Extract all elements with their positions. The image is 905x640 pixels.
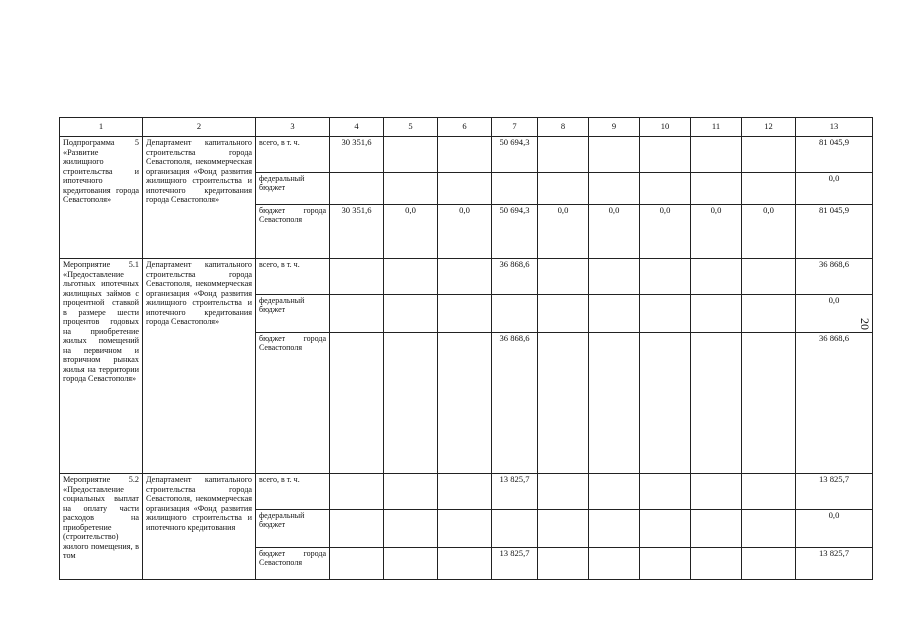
value-cell	[438, 295, 492, 333]
value-cell	[492, 510, 538, 548]
value-cell	[384, 137, 438, 173]
value-cell	[384, 173, 438, 205]
value-cell	[330, 510, 384, 548]
value-cell	[742, 173, 796, 205]
value-cell: 13 825,7	[492, 548, 538, 580]
col-header: 8	[538, 118, 589, 137]
value-cell	[640, 474, 691, 510]
col-header: 12	[742, 118, 796, 137]
value-cell: 0,0	[589, 205, 640, 259]
funding-source-cell: бюджет города Севастополя	[256, 333, 330, 474]
value-cell	[438, 259, 492, 295]
value-cell: 13 825,7	[796, 548, 873, 580]
value-cell	[438, 137, 492, 173]
value-cell	[538, 259, 589, 295]
funding-source-cell: бюджет города Севастополя	[256, 205, 330, 259]
value-cell	[742, 259, 796, 295]
funding-source-cell: федеральный бюджет	[256, 295, 330, 333]
value-cell	[384, 259, 438, 295]
value-cell	[640, 137, 691, 173]
value-cell: 0,0	[538, 205, 589, 259]
col-header: 2	[143, 118, 256, 137]
value-cell	[589, 295, 640, 333]
value-cell	[330, 295, 384, 333]
value-cell	[438, 510, 492, 548]
value-cell	[640, 173, 691, 205]
value-cell	[589, 259, 640, 295]
value-cell	[330, 474, 384, 510]
value-cell	[691, 173, 742, 205]
funding-source-cell: всего, в т. ч.	[256, 474, 330, 510]
value-cell	[640, 548, 691, 580]
col-header: 9	[589, 118, 640, 137]
column-number-row	[60, 118, 873, 137]
value-cell: 0,0	[796, 510, 873, 548]
col-header: 6	[438, 118, 492, 137]
value-cell	[330, 173, 384, 205]
col-header: 7	[492, 118, 538, 137]
value-cell	[742, 548, 796, 580]
value-cell	[691, 333, 742, 474]
value-cell	[384, 510, 438, 548]
program-name-cell: Подпрограмма 5 «Развитие жилищного строительства и ипотечного кредитования города Севастополя»	[60, 137, 143, 259]
value-cell	[438, 548, 492, 580]
value-cell	[492, 295, 538, 333]
table-body	[60, 137, 873, 580]
value-cell	[538, 474, 589, 510]
value-cell	[640, 259, 691, 295]
page-number: 20	[858, 318, 872, 330]
value-cell	[589, 474, 640, 510]
value-cell	[384, 474, 438, 510]
value-cell	[589, 510, 640, 548]
col-header: 1	[60, 118, 143, 137]
value-cell: 36 868,6	[492, 259, 538, 295]
value-cell	[691, 548, 742, 580]
value-cell: 0,0	[384, 205, 438, 259]
value-cell: 50 694,3	[492, 137, 538, 173]
funding-source-cell: всего, в т. ч.	[256, 259, 330, 295]
col-header: 5	[384, 118, 438, 137]
value-cell	[538, 510, 589, 548]
funding-source-cell: федеральный бюджет	[256, 510, 330, 548]
col-header: 11	[691, 118, 742, 137]
value-cell	[538, 137, 589, 173]
value-cell	[438, 173, 492, 205]
value-cell	[438, 333, 492, 474]
value-cell: 36 868,6	[796, 259, 873, 295]
value-cell: 13 825,7	[796, 474, 873, 510]
col-header: 3	[256, 118, 330, 137]
value-cell: 0,0	[438, 205, 492, 259]
value-cell	[742, 510, 796, 548]
value-cell	[538, 295, 589, 333]
funding-source-cell: бюджет города Севастополя	[256, 548, 330, 580]
value-cell	[330, 259, 384, 295]
value-cell: 0,0	[796, 173, 873, 205]
value-cell: 30 351,6	[330, 205, 384, 259]
value-cell	[640, 510, 691, 548]
value-cell: 13 825,7	[492, 474, 538, 510]
value-cell	[538, 333, 589, 474]
budget-table	[59, 117, 873, 580]
value-cell	[589, 333, 640, 474]
value-cell	[589, 137, 640, 173]
value-cell	[691, 295, 742, 333]
program-name-cell: Мероприятие 5.1 «Предоставление льготных ипотечных жилищных займов с процентной ставкой в размере шести процентов годовых на приобретение жилых помещений на первичном и вторичном рынках жилья на территории города Севастополя»	[60, 259, 143, 474]
value-cell: 0,0	[796, 295, 873, 333]
value-cell	[691, 474, 742, 510]
value-cell	[640, 333, 691, 474]
value-cell	[742, 137, 796, 173]
department-cell: Департамент капитального строительства города Севастополя, некоммерческая организация «Фонд развития жилищного строительства и ипотечного кредитования	[143, 474, 256, 580]
value-cell	[384, 295, 438, 333]
value-cell	[691, 137, 742, 173]
value-cell: 81 045,9	[796, 137, 873, 173]
value-cell: 0,0	[742, 205, 796, 259]
department-cell: Департамент капитального строительства города Севастополя, некоммерческая организация «Фонд развития жилищного строительства и ипотечного кредитования города Севастополя»	[143, 137, 256, 259]
col-header: 10	[640, 118, 691, 137]
value-cell	[492, 173, 538, 205]
value-cell	[384, 333, 438, 474]
value-cell: 50 694,3	[492, 205, 538, 259]
value-cell	[691, 259, 742, 295]
value-cell	[538, 548, 589, 580]
value-cell: 36 868,6	[492, 333, 538, 474]
value-cell	[589, 173, 640, 205]
value-cell: 30 351,6	[330, 137, 384, 173]
value-cell	[330, 333, 384, 474]
table-row	[60, 474, 873, 510]
value-cell	[742, 474, 796, 510]
value-cell	[589, 548, 640, 580]
program-name-cell: Мероприятие 5.2 «Предоставление социальных выплат на оплату части расходов на приобретение (строительство) жилого помещения, в том	[60, 474, 143, 580]
funding-source-cell: федеральный бюджет	[256, 173, 330, 205]
table-row	[60, 259, 873, 295]
value-cell: 0,0	[640, 205, 691, 259]
value-cell	[330, 548, 384, 580]
department-cell: Департамент капитального строительства города Севастополя, некоммерческая организация «Фонд развития жилищного строительства и ипотечного кредитования города Севастополя»	[143, 259, 256, 474]
funding-source-cell: всего, в т. ч.	[256, 137, 330, 173]
value-cell	[384, 548, 438, 580]
value-cell	[742, 295, 796, 333]
value-cell	[691, 510, 742, 548]
value-cell: 81 045,9	[796, 205, 873, 259]
table-row	[60, 137, 873, 173]
value-cell	[742, 333, 796, 474]
value-cell	[538, 173, 589, 205]
col-header: 13	[796, 118, 873, 137]
value-cell	[640, 295, 691, 333]
value-cell	[438, 474, 492, 510]
value-cell: 0,0	[691, 205, 742, 259]
col-header: 4	[330, 118, 384, 137]
value-cell: 36 868,6	[796, 333, 873, 474]
